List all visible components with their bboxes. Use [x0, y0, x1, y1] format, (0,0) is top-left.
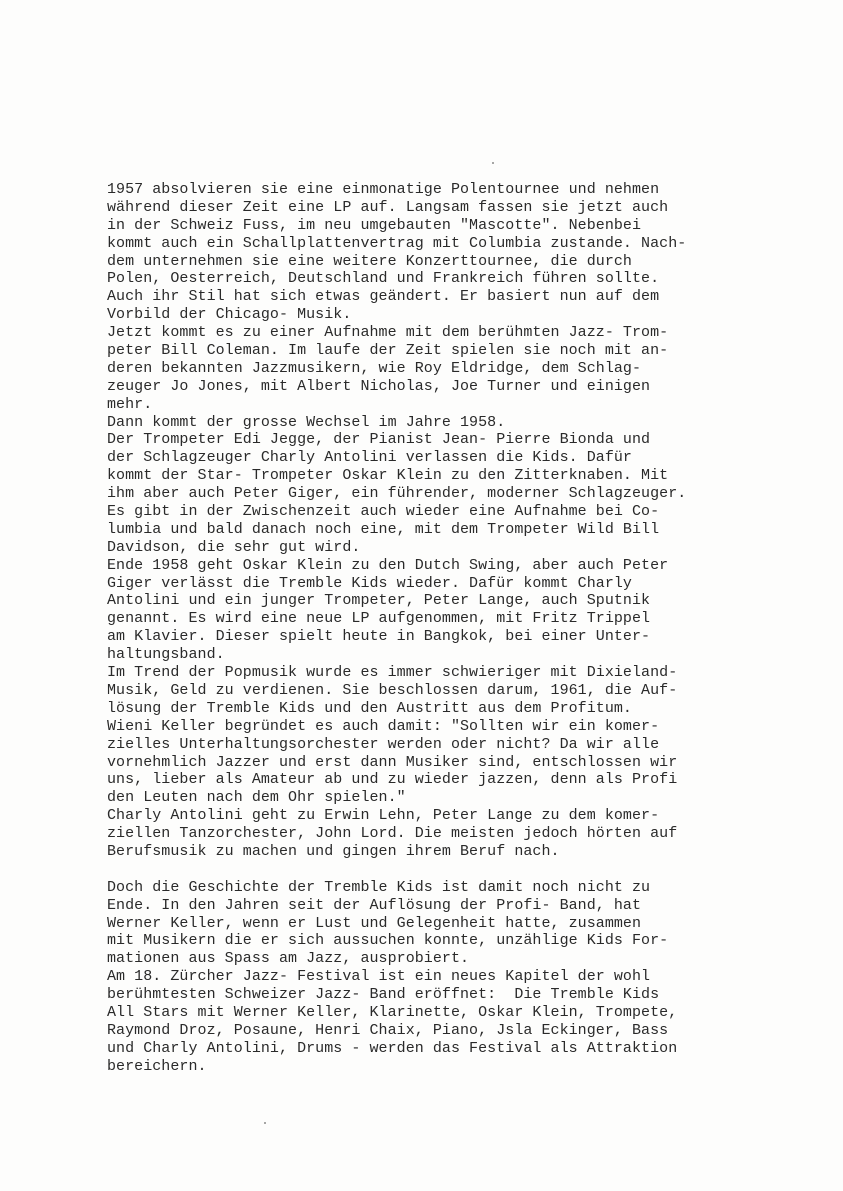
- text-line: ziellen Tanzorchester, John Lord. Die meisten jedoch hörten auf: [107, 825, 678, 843]
- text-line: genannt. Es wird eine neue LP aufgenommen, mit Fritz Trippel: [107, 610, 651, 628]
- text-line: haltungsband.: [107, 646, 225, 664]
- text-line: Polen, Oesterreich, Deutschland und Frankreich führen sollte.: [107, 270, 660, 288]
- text-line: der Schlagzeuger Charly Antolini verlassen die Kids. Dafür: [107, 449, 632, 467]
- text-line: uns, lieber als Amateur ab und zu wieder jazzen, denn als Profi: [107, 771, 678, 789]
- text-line: Es gibt in der Zwischenzeit auch wieder eine Aufnahme bei Co-: [107, 503, 660, 521]
- text-line: Vorbild der Chicago- Musik.: [107, 306, 352, 324]
- text-line: peter Bill Coleman. Im laufe der Zeit spielen sie noch mit an-: [107, 342, 669, 360]
- text-line: Davidson, die sehr gut wird.: [107, 538, 361, 556]
- typewritten-text: [107, 181, 787, 1076]
- paper-speck: [264, 1122, 266, 1124]
- text-line: berühmtesten Schweizer Jazz- Band eröffnet: Die Tremble Kids: [107, 986, 660, 1004]
- paper-speck: [492, 162, 494, 164]
- text-line: Berufsmusik zu machen und gingen ihrem Beruf nach.: [107, 842, 560, 860]
- text-line: kommt der Star- Trompeter Oskar Klein zu den Zitterknaben. Mit: [107, 467, 669, 485]
- text-line: Antolini und ein junger Trompeter, Peter Lange, auch Sputnik: [107, 592, 651, 610]
- text-line: zeuger Jo Jones, mit Albert Nicholas, Joe Turner und einigen: [107, 377, 651, 395]
- text-line: Wieni Keller begründet es auch damit: "Sollten wir ein komer-: [107, 717, 660, 735]
- text-line: Im Trend der Popmusik wurde es immer schwieriger mit Dixieland-: [107, 664, 678, 682]
- text-line: den Leuten nach dem Ohr spielen.": [107, 789, 406, 807]
- text-line: Auch ihr Stil hat sich etwas geändert. Er basiert nun auf dem: [107, 288, 660, 306]
- text-line: in der Schweiz Fuss, im neu umgebauten "Mascotte". Nebenbei: [107, 216, 642, 234]
- text-line: am Klavier. Dieser spielt heute in Bangkok, bei einer Unter-: [107, 628, 651, 646]
- text-line: lumbia und bald danach noch eine, mit dem Trompeter Wild Bill: [107, 520, 660, 538]
- text-line: vornehmlich Jazzer und erst dann Musiker sind, entschlossen wir: [107, 753, 678, 771]
- text-line: dem unternehmen sie eine weitere Konzerttournee, die durch: [107, 252, 632, 270]
- text-line: Jetzt kommt es zu einer Aufnahme mit dem berühmten Jazz- Trom-: [107, 324, 669, 342]
- text-line: Werner Keller, wenn er Lust und Gelegenheit hatte, zusammen: [107, 914, 642, 932]
- text-line: kommt auch ein Schallplattenvertrag mit Columbia zustande. Nach-: [107, 234, 687, 252]
- text-line: lösung der Tremble Kids und den Austritt aus dem Profitum.: [107, 699, 632, 717]
- text-line: ihm aber auch Peter Giger, ein führender, moderner Schlagzeuger.: [107, 485, 687, 503]
- text-line: Dann kommt der grosse Wechsel im Jahre 1958.: [107, 413, 506, 431]
- text-line: Am 18. Zürcher Jazz- Festival ist ein neues Kapitel der wohl: [107, 968, 651, 986]
- text-line: Ende. In den Jahren seit der Auflösung der Profi- Band, hat: [107, 896, 642, 914]
- paragraph-gap: [107, 861, 787, 879]
- text-line: Musik, Geld zu verdienen. Sie beschlossen darum, 1961, die Auf-: [107, 681, 678, 699]
- text-line: All Stars mit Werner Keller, Klarinette, Oskar Klein, Trompete,: [107, 1003, 678, 1021]
- text-line: Charly Antolini geht zu Erwin Lehn, Peter Lange zu dem komer-: [107, 807, 660, 825]
- text-line: mationen aus Spass am Jazz, ausprobiert.: [107, 950, 470, 968]
- text-line: bereichern.: [107, 1057, 207, 1075]
- text-line: Giger verlässt die Tremble Kids wieder. Dafür kommt Charly: [107, 574, 632, 592]
- text-line: Der Trompeter Edi Jegge, der Pianist Jean- Pierre Bionda und: [107, 431, 651, 449]
- text-line: zielles Unterhaltungsorchester werden oder nicht? Da wir alle: [107, 735, 660, 753]
- text-line: mehr.: [107, 395, 153, 413]
- text-line: Doch die Geschichte der Tremble Kids ist damit noch nicht zu: [107, 878, 651, 896]
- text-line: deren bekannten Jazzmusikern, wie Roy Eldridge, dem Schlag-: [107, 359, 642, 377]
- text-line: mit Musikern die er sich aussuchen konnte, unzählige Kids For-: [107, 932, 669, 950]
- text-line: 1957 absolvieren sie eine einmonatige Polentournee und nehmen: [107, 181, 660, 198]
- text-line: und Charly Antolini, Drums - werden das Festival als Attraktion: [107, 1039, 678, 1057]
- text-line: Raymond Droz, Posaune, Henri Chaix, Piano, Jsla Eckinger, Bass: [107, 1021, 669, 1039]
- text-line: Ende 1958 geht Oskar Klein zu den Dutch Swing, aber auch Peter: [107, 556, 669, 574]
- text-line: während dieser Zeit eine LP auf. Langsam fassen sie jetzt auch: [107, 198, 669, 216]
